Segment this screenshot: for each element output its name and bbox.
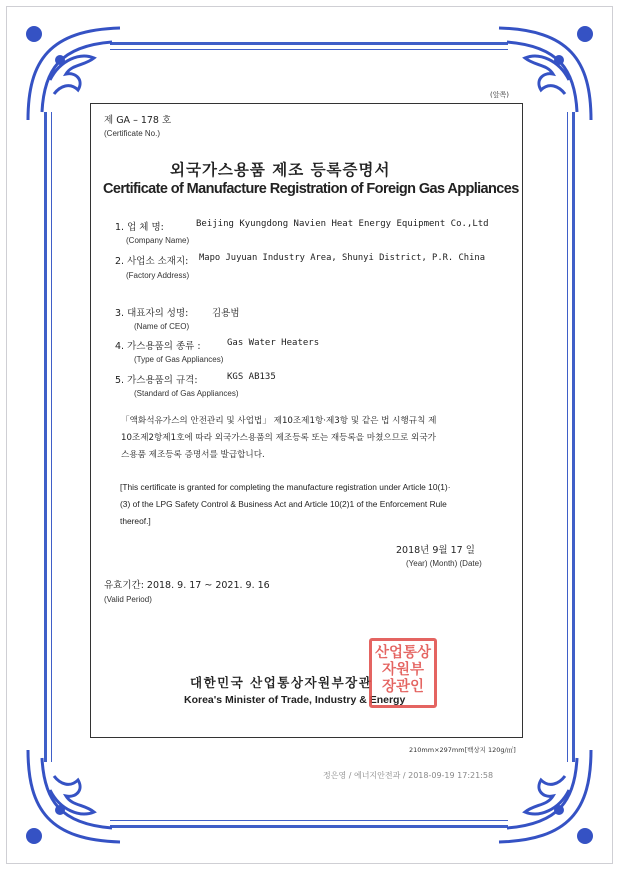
- item-standard-value: KGS AB135: [227, 372, 276, 382]
- seal-line-1: 산업통상: [374, 645, 432, 661]
- border-left-outer: [44, 112, 47, 762]
- item-type-sub: (Type of Gas Appliances): [134, 355, 224, 364]
- item-type-label: 4. 가스용품의 종류 :: [115, 341, 201, 352]
- border-bottom-outer: [110, 825, 508, 828]
- border-top-inner: [110, 49, 508, 50]
- corner-ornament-bottom-right: [487, 738, 599, 850]
- korean-paragraph-line-2: 10조제2항제1호에 따라 외국가스용품의 제조등록 또는 재등록을 마쳤으므로 외국가: [121, 433, 436, 443]
- korean-paragraph-line-3: 스용품 제조등록 증명서를 발급합니다.: [121, 450, 265, 460]
- valid-period: 유효기간: 2018. 9. 17 ~ 2021. 9. 16: [104, 580, 270, 591]
- certificate-number: 제 GA – 178 호: [104, 115, 172, 126]
- item-standard-label: 5. 가스용품의 규격:: [115, 375, 198, 386]
- item-ceo-sub: (Name of CEO): [134, 322, 190, 331]
- title-korean: 외국가스용품 제조 등록증명서: [170, 161, 391, 179]
- item-address-sub: (Factory Address): [126, 271, 190, 280]
- title-english: Certificate of Manufacture Registration of Foreign Gas Appliances: [103, 181, 519, 197]
- issuance-stamp-line: 정은영 / 에너지안전과 / 2018-09-19 17:21:58: [323, 771, 494, 780]
- item-type-value: Gas Water Heaters: [227, 338, 320, 348]
- border-top-outer: [110, 42, 508, 45]
- seal-line-2: 자원부: [381, 662, 425, 678]
- english-paragraph-line-3: thereof.]: [120, 516, 151, 526]
- item-ceo-label: 3. 대표자의 성명:: [115, 308, 189, 319]
- item-standard-sub: (Standard of Gas Appliances): [134, 389, 239, 398]
- item-company-label: 1. 업 체 명:: [115, 222, 164, 233]
- certificate-number-label: (Certificate No.): [104, 129, 161, 138]
- page-side-label: (앞쪽): [490, 91, 509, 99]
- english-paragraph-line-1: [This certificate is granted for completing the manufacture registration under Article 10(1)·: [120, 482, 451, 492]
- issuer-korean: 대한민국 산업통상자원부장관: [190, 675, 373, 690]
- issuer-english: Korea's Minister of Trade, Industry & Energy: [184, 694, 406, 706]
- issue-date: 2018년 9월 17 일: [396, 545, 475, 556]
- border-right-inner: [567, 112, 568, 762]
- korean-paragraph-line-1: 「액화석유가스의 안전관리 및 사업법」 제10조제1항·제3항 및 같은 법 시행규칙 제: [121, 416, 437, 426]
- valid-period-label: (Valid Period): [104, 595, 152, 604]
- item-ceo-value: 김용범: [212, 308, 240, 319]
- item-company-value: Beijing Kyungdong Navien Heat Energy Equipment Co.,Ltd: [196, 219, 489, 229]
- paper-spec: 210mm×297mm[백상지 120g/㎡]: [409, 746, 516, 754]
- corner-ornament-bottom-left: [20, 738, 132, 850]
- issue-date-label: (Year) (Month) (Date): [406, 559, 482, 568]
- seal-line-3: 장관인: [381, 679, 425, 695]
- item-company-sub: (Company Name): [126, 236, 190, 245]
- official-seal: [369, 638, 437, 708]
- border-bottom-inner: [110, 820, 508, 821]
- border-right-outer: [572, 112, 575, 762]
- english-paragraph-line-2: (3) of the LPG Safety Control & Business Act and Article 10(2)1 of the Enforcement Rule: [120, 499, 447, 509]
- item-address-value: Mapo Juyuan Industry Area, Shunyi District, P.R. China: [199, 253, 485, 263]
- border-left-inner: [51, 112, 52, 762]
- item-address-label: 2. 사업소 소재지:: [115, 256, 189, 267]
